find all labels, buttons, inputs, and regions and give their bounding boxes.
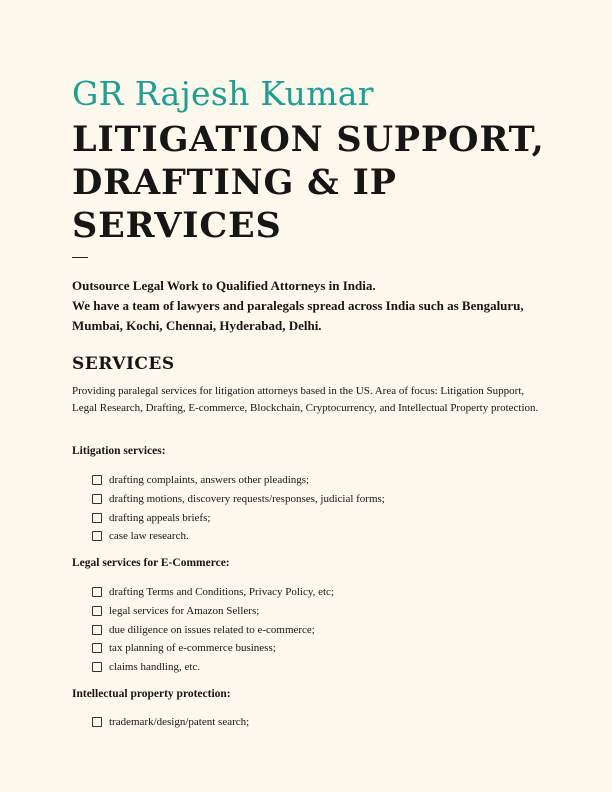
intro-line: Outsource Legal Work to Qualified Attorneys in India.	[72, 278, 376, 293]
checklist-item-label: tax planning of e-commerce business;	[109, 642, 276, 655]
checklist-item	[92, 639, 334, 658]
author-name: GR Rajesh Kumar	[72, 74, 374, 113]
checklist-item	[92, 508, 385, 527]
checklist-item-label: trademark/design/patent search;	[109, 716, 250, 729]
checklist-item	[92, 658, 334, 677]
checklist-item	[92, 490, 385, 509]
section-title-litigation: Litigation services:	[72, 445, 166, 457]
checklist-item	[92, 527, 385, 546]
services-heading: SERVICES	[72, 354, 175, 374]
section-title-ecommerce: Legal services for E-Commerce:	[72, 557, 230, 569]
checklist-item-label: drafting motions, discovery requests/responses, judicial forms;	[109, 493, 385, 506]
ecommerce-checklist	[92, 583, 334, 676]
intro-text	[72, 276, 552, 336]
checkbox[interactable]	[92, 662, 102, 672]
checklist-item-label: due diligence on issues related to e-commerce;	[109, 623, 315, 636]
checklist-item	[92, 583, 334, 602]
checklist-item	[92, 620, 334, 639]
checklist-item-label: claims handling, etc.	[109, 661, 201, 674]
checkbox[interactable]	[92, 531, 102, 541]
checklist-item	[92, 602, 334, 621]
checkbox[interactable]	[92, 625, 102, 635]
checklist-item-label: drafting Terms and Conditions, Privacy Policy, etc;	[109, 586, 335, 599]
checklist-item	[92, 471, 385, 490]
checkbox[interactable]	[92, 717, 102, 727]
checklist-item-label: case law research.	[109, 530, 189, 543]
checkbox[interactable]	[92, 513, 102, 523]
checklist-item-label: drafting appeals briefs;	[109, 511, 211, 524]
checkbox[interactable]	[92, 643, 102, 653]
litigation-checklist	[92, 471, 385, 546]
checkbox[interactable]	[92, 587, 102, 597]
checkbox[interactable]	[92, 606, 102, 616]
intro-line: Mumbai, Kochi, Chennai, Hyderabad, Delhi.	[72, 318, 322, 333]
title-divider	[72, 257, 88, 258]
checklist-item-label: drafting complaints, answers other pleadings;	[109, 474, 310, 487]
ip-checklist	[92, 713, 249, 732]
services-description: Providing paralegal services for litigation attorneys based in the US. Area of focus: Litigation Support, Legal Research, Drafting, E-commerce, Blockchain, Cryptocurrency, and Intellectual Property protection.	[72, 385, 539, 414]
checkbox[interactable]	[92, 494, 102, 504]
checklist-item-label: legal services for Amazon Sellers;	[109, 605, 260, 618]
checklist-item	[92, 713, 249, 732]
checkbox[interactable]	[92, 475, 102, 485]
section-title-ip: Intellectual property protection:	[72, 688, 231, 700]
intro-line: We have a team of lawyers and paralegals spread across India such as Bengaluru,	[72, 298, 524, 313]
page-title: LITIGATION SUPPORT, DRAFTING & IP SERVICES	[72, 119, 545, 246]
